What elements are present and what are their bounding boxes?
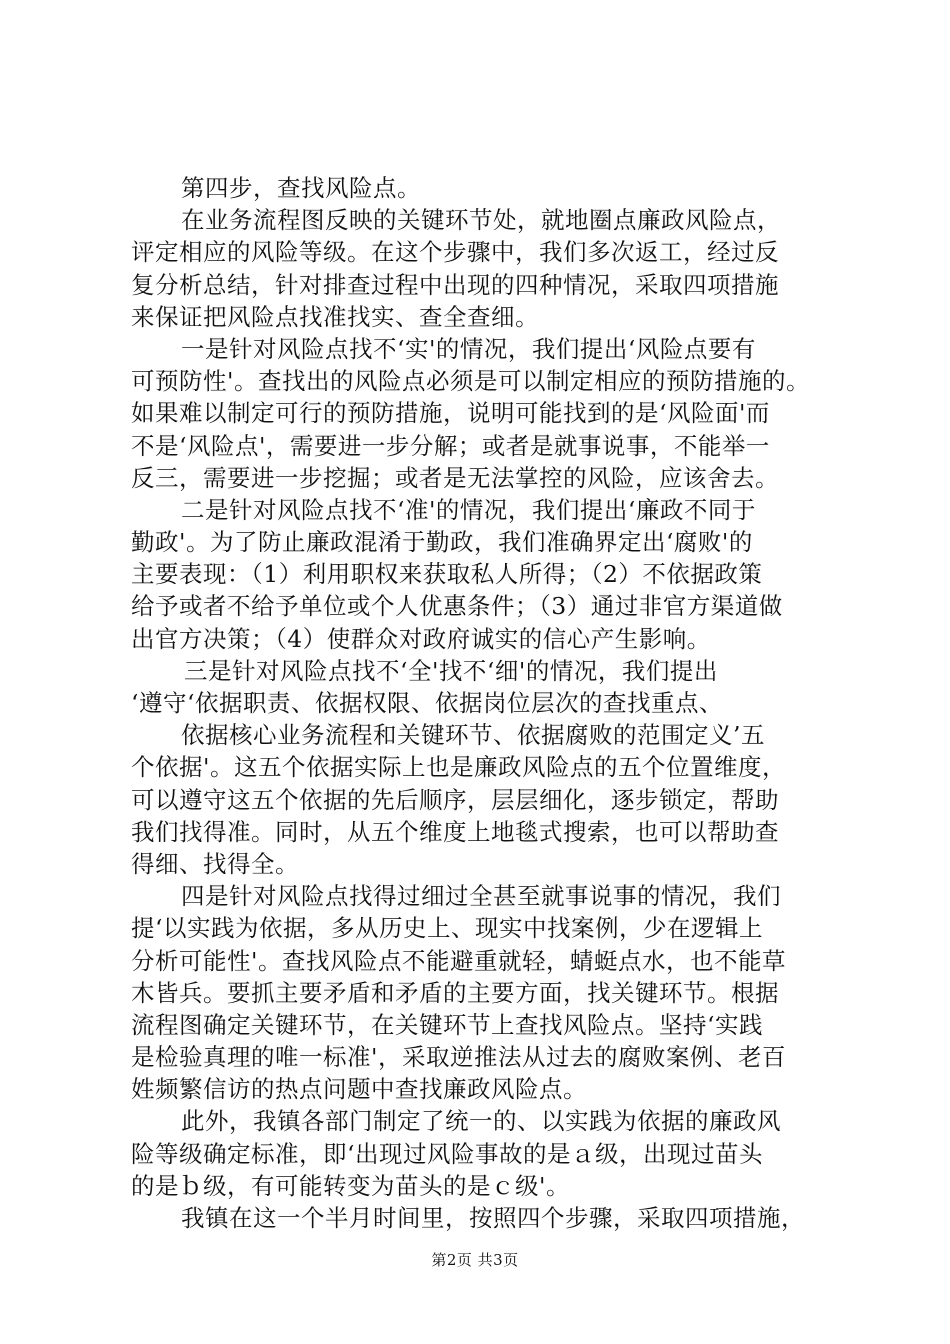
text-line: 第四步，查找风险点。: [181, 174, 421, 202]
text-line: 复分析总结，针对排查过程中出现的四种情况，采取四项措施: [131, 270, 779, 299]
text-line: 勤政'。为了防止廉政混淆于勤政，我们准确界定出‘腐败'的: [131, 528, 753, 557]
text-line: 给予或者不给予单位或个人优惠条件；（3）通过非官方渠道做: [131, 592, 783, 621]
page-footer: [0, 1250, 950, 1270]
text-line: 可以遵守这五个依据的先后顺序，层层细化，逐步锁定，帮助: [131, 785, 779, 814]
text-line: 出官方决策；（4）使群众对政府诚实的信心产生影响。: [131, 624, 711, 653]
page-number-label: 第2页 共3页: [431, 1251, 519, 1269]
text-line: 评定相应的风险等级。在这个步骤中，我们多次返工，经过反: [131, 238, 779, 267]
text-line: 此外，我镇各部门制定了统一的、以实践为依据的廉政风: [181, 1107, 781, 1136]
text-line: 如果难以制定可行的预防措施，说明可能找到的是‘风险面'而: [131, 399, 770, 428]
text-line: 主要表现：（1）利用职权来获取私人所得；（2）不依据政策: [131, 560, 763, 589]
text-line: 可预防性'。查找出的风险点必须是可以制定相应的预防措施的。: [131, 367, 810, 396]
document-body: [131, 172, 836, 1234]
text-line: 我们找得准。同时，从五个维度上地毯式搜索，也可以帮助查: [131, 817, 779, 846]
text-line: 反三，需要进一步挖掘；或者是无法掌控的风险，应该舍去。: [131, 463, 779, 492]
text-line: 来保证把风险点找准找实、查全查细。: [131, 302, 539, 331]
text-line: 木皆兵。要抓主要矛盾和矛盾的主要方面，找关键环节。根据: [131, 978, 779, 1007]
text-line: 得细、找得全。: [131, 849, 299, 878]
text-line: 姓频繁信访的热点问题中查找廉政风险点。: [131, 1075, 587, 1104]
text-line: 流程图确定关键环节，在关键环节上查找风险点。坚持‘实践: [131, 1010, 763, 1039]
text-line: 的是ｂ级，有可能转变为苗头的是ｃ级'。: [131, 1171, 570, 1200]
text-line: 不是‘风险点'，需要进一步分解；或者是就事说事，不能举一: [131, 431, 770, 460]
text-line: 分析可能性'。查找风险点不能避重就轻，蜻蜓点水，也不能草: [131, 946, 786, 975]
text-line: 四是针对风险点找得过细过全甚至就事说事的情况，我们: [181, 882, 781, 911]
text-line: 三是针对风险点找不‘全'找不‘细'的情况，我们提出: [184, 656, 718, 685]
text-line: 二是针对风险点找不‘准'的情况，我们提出‘廉政不同于: [181, 495, 756, 524]
text-line: 我镇在这一个半月时间里，按照四个步骤，采取四项措施，: [181, 1204, 805, 1232]
text-line: 一是针对风险点找不‘实'的情况，我们提出‘风险点要有: [181, 334, 756, 363]
text-line: 个依据'。这五个依据实际上也是廉政风险点的五个位置维度，: [131, 753, 786, 782]
text-line: 提‘以实践为依据，多从历史上、现实中找案例，少在逻辑上: [131, 914, 763, 943]
text-line: 是检验真理的唯一标准'，采取逆推法从过去的腐败案例、老百: [131, 1043, 786, 1072]
text-line: 在业务流程图反映的关键环节处，就地圈点廉政风险点，: [181, 206, 781, 235]
text-line: 险等级确定标准，即‘出现过风险事故的是ａ级，出现过苗头: [131, 1139, 763, 1168]
text-line: ‘遵守‘依据职责、依据权限、依据岗位层次的查找重点、: [131, 689, 723, 717]
text-line: 依据核心业务流程和关键环节、依据腐败的范围定义’五: [181, 721, 765, 750]
